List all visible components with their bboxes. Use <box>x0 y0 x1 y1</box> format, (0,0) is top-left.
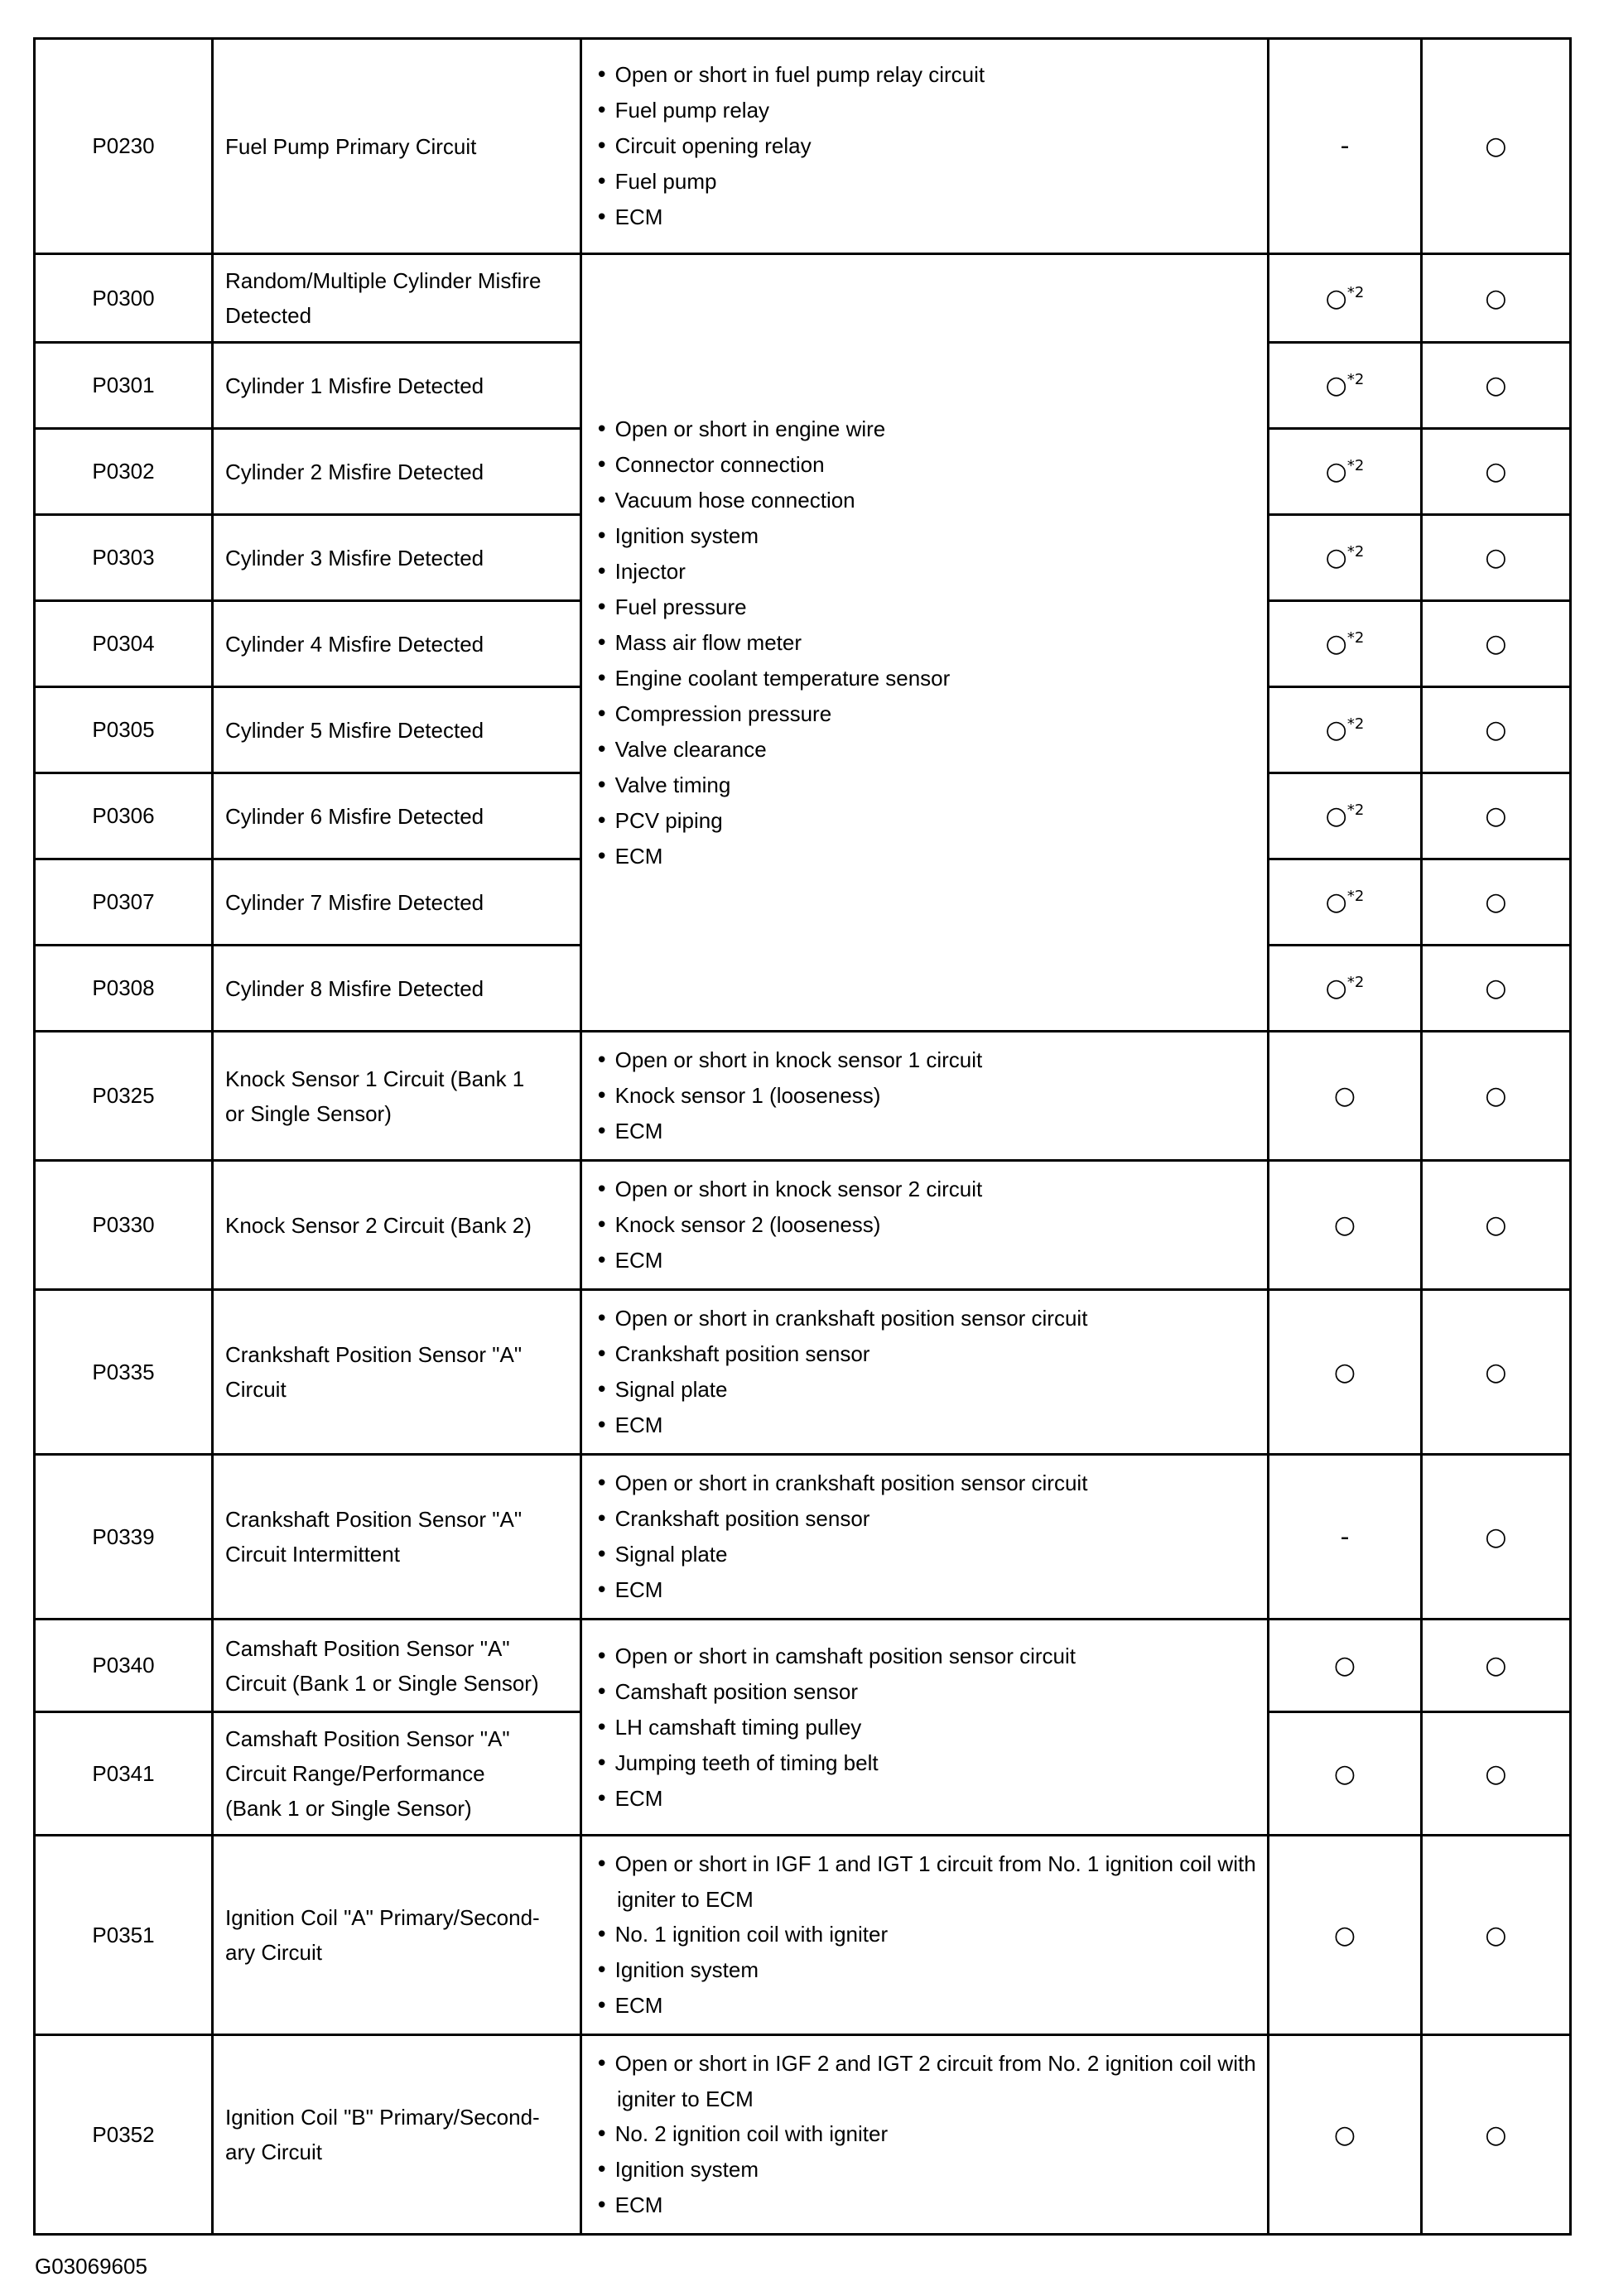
status-mark-cell-1: - <box>1269 39 1422 254</box>
trouble-area-cell <box>581 2035 1269 2235</box>
trouble-area-item: • Open or short in fuel pump relay circuit <box>595 62 985 88</box>
trouble-area-item: • Vacuum hose connection <box>595 487 855 513</box>
trouble-area-cell <box>581 39 1269 254</box>
status-mark-cell-2: ○ <box>1422 343 1571 429</box>
detection-item-line: Circuit Range/Performance <box>225 1761 485 1786</box>
trouble-area-item: • Open or short in knock sensor 1 circuit <box>595 1047 983 1073</box>
mark-footnote: *2 <box>1346 888 1365 905</box>
bullet-icon: • <box>595 1342 615 1367</box>
trouble-area-item: • ECM <box>595 2193 663 2218</box>
dtc-row-P0300 <box>35 254 1571 343</box>
trouble-area-item: • Open or short in IGF 1 and IGT 1 circuit from No. 1 ignition coil with igniter to ECM <box>595 1851 1256 1912</box>
detection-item-cell <box>213 39 581 254</box>
detection-item-line: ary Circuit <box>225 1940 323 1965</box>
bullet-icon: • <box>595 773 615 798</box>
detection-item-line: Cylinder 8 Misfire Detected <box>225 975 484 1001</box>
status-mark-cell-2: ○ <box>1422 254 1571 343</box>
status-mark-cell-1: ○$^{*2}$ <box>1269 859 1422 946</box>
trouble-area-item: • LH camshaft timing pulley <box>595 1714 862 1740</box>
bullet-icon: • <box>595 1378 615 1403</box>
detection-item-line: Cylinder 6 Misfire Detected <box>225 803 484 829</box>
bullet-icon: • <box>595 559 615 585</box>
status-mark-cell-1: ○$^{*2}$ <box>1269 254 1422 343</box>
trouble-area-item: • Valve clearance <box>595 736 767 763</box>
trouble-area-item: • Fuel pump <box>595 169 717 195</box>
status-mark-cell-2: ○ <box>1422 1161 1571 1290</box>
detection-item-line: Fuel Pump Primary Circuit <box>225 133 477 159</box>
status-mark-cell-1: ○ <box>1269 1161 1422 1290</box>
dtc-code-cell: P0305 <box>35 687 213 773</box>
trouble-area-item: • No. 1 ignition coil with igniter <box>595 1922 889 1947</box>
trouble-area-cell <box>581 1032 1269 1161</box>
detection-item-cell <box>213 515 581 601</box>
status-mark-cell-2: ○ <box>1422 1620 1571 1712</box>
dtc-row-P0335 <box>35 1290 1571 1455</box>
bullet-icon: • <box>595 1307 615 1331</box>
detection-item-line: Cylinder 3 Misfire Detected <box>225 545 484 570</box>
trouble-area-item: • Ignition system <box>595 2157 759 2183</box>
bullet-icon: • <box>595 416 615 442</box>
trouble-area-item: • Mass air flow meter <box>595 629 802 656</box>
status-mark-cell-2: ○ <box>1422 1290 1571 1455</box>
bullet-icon: • <box>595 1679 615 1705</box>
bullet-icon: • <box>595 1119 615 1144</box>
detection-item-cell <box>213 2035 581 2235</box>
detection-item-cell <box>213 343 581 429</box>
status-mark-cell-2: ○ <box>1422 1455 1571 1620</box>
detection-item-line: Camshaft Position Sensor "A" <box>225 1635 510 1661</box>
detection-item-cell <box>213 1032 581 1161</box>
dtc-code-cell: P0325 <box>35 1032 213 1161</box>
dtc-code-cell: P0351 <box>35 1836 213 2035</box>
detection-item-line: (Bank 1 or Single Sensor) <box>225 1796 472 1821</box>
figure-id-label: G03069605 <box>35 2254 147 2279</box>
trouble-area-item: • Jumping teeth of timing belt <box>595 1750 879 1776</box>
bullet-icon: • <box>595 844 615 869</box>
detection-item-cell <box>213 687 581 773</box>
detection-item-line: Random/Multiple Cylinder Misfire <box>225 268 542 293</box>
status-mark-cell-2: ○ <box>1422 687 1571 773</box>
bullet-icon: • <box>595 1048 615 1073</box>
detection-item-cell <box>213 859 581 946</box>
dtc-row-P0340 <box>35 1620 1571 1712</box>
trouble-area-item: • Injector <box>595 558 686 585</box>
trouble-area-cell <box>581 1455 1269 1620</box>
dtc-code-cell: P0301 <box>35 343 213 429</box>
mark-footnote: *2 <box>1346 801 1365 819</box>
bullet-icon: • <box>595 1715 615 1740</box>
dtc-code-cell: P0307 <box>35 859 213 946</box>
detection-item-line: Circuit Intermittent <box>225 1542 400 1567</box>
trouble-area-item: • No. 2 ignition coil with igniter <box>595 2121 889 2147</box>
trouble-area-item: • Circuit opening relay <box>595 133 812 159</box>
detection-item-line: Crankshaft Position Sensor "A" <box>225 1342 523 1367</box>
trouble-area-cell <box>581 1836 1269 2035</box>
detection-item-cell <box>213 254 581 343</box>
status-mark-cell-2: ○ <box>1422 515 1571 601</box>
trouble-area-item: • Connector connection <box>595 451 825 478</box>
trouble-area-item: • Open or short in crankshaft position sensor circuit <box>595 1306 1088 1331</box>
dtc-code-cell: P0304 <box>35 601 213 687</box>
mark-footnote: *2 <box>1346 371 1365 388</box>
trouble-area-item: • Camshaft position sensor <box>595 1678 858 1705</box>
bullet-icon: • <box>595 1644 615 1669</box>
bullet-icon: • <box>595 134 615 159</box>
trouble-area-item: • Valve timing <box>595 772 731 798</box>
dtc-row-P0339 <box>35 1455 1571 1620</box>
status-mark-cell-1: ○$^{*2}$ <box>1269 687 1422 773</box>
status-mark-cell-2: ○ <box>1422 946 1571 1032</box>
bullet-icon: • <box>595 1958 615 1983</box>
bullet-icon: • <box>595 737 615 763</box>
dtc-code-cell: P0330 <box>35 1161 213 1290</box>
detection-item-line: Ignition Coil "A" Primary/Second- <box>225 1905 540 1930</box>
bullet-icon: • <box>595 99 615 123</box>
dtc-table-body <box>35 39 1571 2235</box>
status-mark-cell-1: ○$^{*2}$ <box>1269 343 1422 429</box>
detection-item-line: Cylinder 4 Misfire Detected <box>225 631 484 657</box>
trouble-area-item: • Open or short in camshaft position sensor circuit <box>595 1643 1076 1669</box>
bullet-icon: • <box>595 666 615 691</box>
detection-item-line: or Single Sensor) <box>225 1100 392 1126</box>
bullet-icon: • <box>595 808 615 834</box>
mark-footnote: *2 <box>1346 283 1365 301</box>
bullet-icon: • <box>595 2158 615 2183</box>
detection-item-line: Cylinder 1 Misfire Detected <box>225 373 484 398</box>
dtc-table <box>33 37 1572 2236</box>
status-mark-cell-1: - <box>1269 1455 1422 1620</box>
detection-item-line: Circuit (Bank 1 or Single Sensor) <box>225 1670 539 1696</box>
status-mark-cell-2: ○ <box>1422 773 1571 859</box>
bullet-icon: • <box>595 1994 615 2019</box>
detection-item-line: Crankshaft Position Sensor "A" <box>225 1507 523 1532</box>
trouble-area-item: • Ignition system <box>595 1957 759 1983</box>
trouble-area-item: • Signal plate <box>595 1377 728 1403</box>
bullet-icon: • <box>595 1084 615 1109</box>
bullet-icon: • <box>595 488 615 513</box>
dtc-code-cell: P0340 <box>35 1620 213 1712</box>
trouble-area-item: • Knock sensor 1 (looseness) <box>595 1083 881 1109</box>
mark-footnote: *2 <box>1346 457 1365 474</box>
trouble-area-cell <box>581 1161 1269 1290</box>
trouble-area-item: • Knock sensor 2 (looseness) <box>595 1212 881 1238</box>
detection-item-line: Camshaft Position Sensor "A" <box>225 1726 510 1751</box>
trouble-area-item: • ECM <box>595 205 663 230</box>
trouble-area-item: • Ignition system <box>595 522 759 549</box>
bullet-icon: • <box>595 2122 615 2147</box>
mark-footnote: *2 <box>1346 629 1365 647</box>
dtc-code-cell: P0308 <box>35 946 213 1032</box>
trouble-area-item: • ECM <box>595 1248 663 1273</box>
status-mark-cell-2: ○ <box>1422 39 1571 254</box>
bullet-icon: • <box>595 1750 615 1776</box>
trouble-area-item: • ECM <box>595 1119 663 1144</box>
dtc-code-cell: P0335 <box>35 1290 213 1455</box>
bullet-icon: • <box>595 523 615 549</box>
dtc-row-P0325 <box>35 1032 1571 1161</box>
status-mark-cell-1: ○$^{*2}$ <box>1269 773 1422 859</box>
status-mark-cell-2: ○ <box>1422 1712 1571 1836</box>
bullet-icon: • <box>595 205 615 230</box>
detection-item-cell <box>213 1455 581 1620</box>
bullet-icon: • <box>595 170 615 195</box>
status-mark-cell-2: ○ <box>1422 601 1571 687</box>
trouble-area-item: • Crankshaft position sensor <box>595 1506 870 1532</box>
trouble-area-cell <box>581 254 1269 1032</box>
trouble-area-item: • Compression pressure <box>595 700 832 727</box>
trouble-area-item: • ECM <box>595 843 663 869</box>
bullet-icon: • <box>595 63 615 88</box>
trouble-area-item: • Engine coolant temperature sensor <box>595 665 951 691</box>
status-mark-cell-1: ○$^{*2}$ <box>1269 601 1422 687</box>
mark-footnote: *2 <box>1346 715 1365 733</box>
trouble-area-cell <box>581 1620 1269 1836</box>
status-mark-cell-1: ○ <box>1269 1620 1422 1712</box>
dtc-row-P0352 <box>35 2035 1571 2235</box>
trouble-area-item: • ECM <box>595 1785 663 1812</box>
bullet-icon: • <box>595 630 615 656</box>
bullet-icon: • <box>595 1852 615 1877</box>
bullet-icon: • <box>595 594 615 620</box>
dtc-code-cell: P0341 <box>35 1712 213 1836</box>
mark-footnote: *2 <box>1346 543 1365 561</box>
dtc-row-P0351 <box>35 1836 1571 2035</box>
bullet-icon: • <box>595 1213 615 1238</box>
trouble-area-item: • Open or short in IGF 2 and IGT 2 circuit from No. 2 ignition coil with igniter to ECM <box>595 2051 1256 2111</box>
detection-item-cell <box>213 1290 581 1455</box>
status-mark-cell-1: ○$^{*2}$ <box>1269 429 1422 515</box>
bullet-icon: • <box>595 1507 615 1532</box>
detection-item-cell <box>213 773 581 859</box>
detection-item-cell <box>213 1712 581 1836</box>
dtc-code-cell: P0306 <box>35 773 213 859</box>
dtc-code-cell: P0303 <box>35 515 213 601</box>
trouble-area-item: • Open or short in knock sensor 2 circuit <box>595 1177 983 1202</box>
mark-footnote: *2 <box>1346 974 1365 991</box>
dtc-code-cell: P0300 <box>35 254 213 343</box>
detection-item-line: Ignition Coil "B" Primary/Second- <box>225 2105 540 2130</box>
trouble-area-item: • ECM <box>595 1413 663 1438</box>
status-mark-cell-2: ○ <box>1422 2035 1571 2235</box>
status-mark-cell-1: ○ <box>1269 1290 1422 1455</box>
detection-item-line: Circuit <box>225 1377 287 1402</box>
trouble-area-item: • Open or short in crankshaft position sensor circuit <box>595 1470 1088 1496</box>
trouble-area-item: • Fuel pump relay <box>595 98 770 123</box>
status-mark-cell-2: ○ <box>1422 1836 1571 2035</box>
detection-item-line: Cylinder 2 Misfire Detected <box>225 459 484 484</box>
detection-item-line: Knock Sensor 2 Circuit (Bank 2) <box>225 1212 532 1238</box>
detection-item-cell <box>213 1620 581 1712</box>
status-mark-cell-2: ○ <box>1422 859 1571 946</box>
dtc-code-cell: P0230 <box>35 39 213 254</box>
bullet-icon: • <box>595 2052 615 2077</box>
bullet-icon: • <box>595 1578 615 1603</box>
status-mark-cell-2: ○ <box>1422 429 1571 515</box>
detection-item-cell <box>213 601 581 687</box>
detection-item-cell <box>213 946 581 1032</box>
trouble-area-item: • ECM <box>595 1577 663 1603</box>
dtc-row-P0330 <box>35 1161 1571 1290</box>
status-mark-cell-1: ○ <box>1269 1032 1422 1161</box>
status-mark-cell-1: ○ <box>1269 2035 1422 2235</box>
detection-item-line: Knock Sensor 1 Circuit (Bank 1 <box>225 1066 525 1091</box>
dtc-code-cell: P0339 <box>35 1455 213 1620</box>
trouble-area-item: • Open or short in engine wire <box>595 416 886 442</box>
trouble-area-item: • Fuel pressure <box>595 594 747 620</box>
detection-item-cell <box>213 1836 581 2035</box>
trouble-area-item: • ECM <box>595 1993 663 2019</box>
bullet-icon: • <box>595 2193 615 2218</box>
detection-item-cell <box>213 1161 581 1290</box>
status-mark-cell-1: ○ <box>1269 1836 1422 2035</box>
bullet-icon: • <box>595 1177 615 1202</box>
dtc-code-cell: P0352 <box>35 2035 213 2235</box>
trouble-area-item: • Crankshaft position sensor <box>595 1341 870 1367</box>
trouble-area-cell <box>581 1290 1269 1455</box>
status-mark-cell-1: ○$^{*2}$ <box>1269 946 1422 1032</box>
dtc-row-P0230 <box>35 39 1571 254</box>
bullet-icon: • <box>595 1543 615 1567</box>
detection-item-line: Cylinder 7 Misfire Detected <box>225 889 484 915</box>
detection-item-line: Cylinder 5 Misfire Detected <box>225 717 484 743</box>
detection-item-line: Detected <box>225 303 312 328</box>
status-mark-cell-1: ○ <box>1269 1712 1422 1836</box>
bullet-icon: • <box>595 1786 615 1812</box>
status-mark-cell-1: ○$^{*2}$ <box>1269 515 1422 601</box>
trouble-area-item: • Signal plate <box>595 1542 728 1567</box>
bullet-icon: • <box>595 1249 615 1273</box>
detection-item-cell <box>213 429 581 515</box>
bullet-icon: • <box>595 1471 615 1496</box>
dtc-code-cell: P0302 <box>35 429 213 515</box>
bullet-icon: • <box>595 701 615 727</box>
bullet-icon: • <box>595 452 615 478</box>
trouble-area-item: • PCV piping <box>595 807 723 834</box>
status-mark-cell-2: ○ <box>1422 1032 1571 1161</box>
detection-item-line: ary Circuit <box>225 2140 323 2164</box>
bullet-icon: • <box>595 1923 615 1947</box>
bullet-icon: • <box>595 1413 615 1438</box>
